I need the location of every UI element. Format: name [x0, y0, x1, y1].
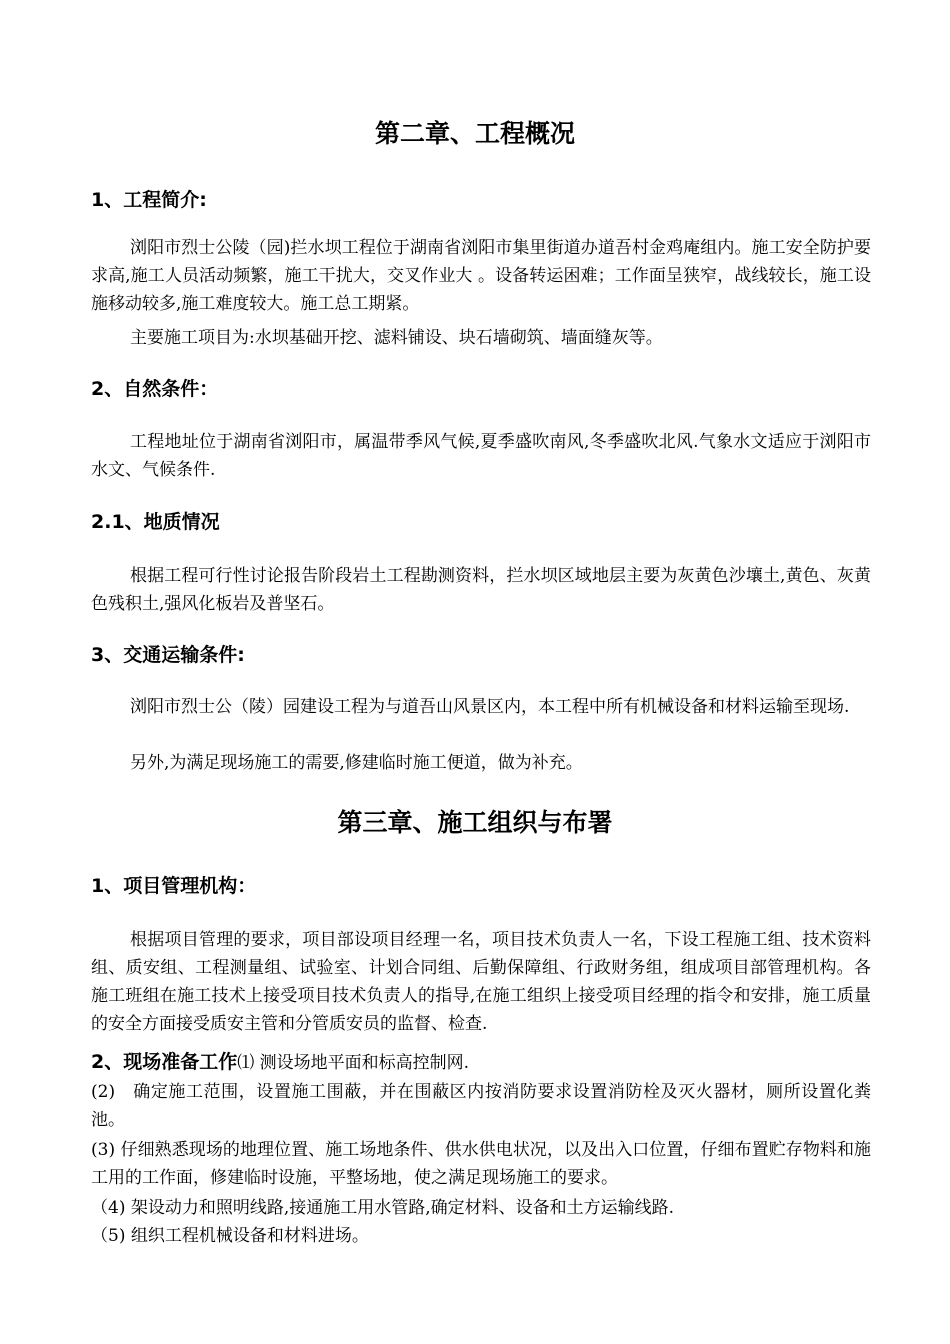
natural-conditions-paragraph: 工程地址位于湖南省浏阳市，属温带季风气候,夏季盛吹南风,冬季盛吹北风.气象水文适应于浏阳市水文、气候条件.	[91, 432, 871, 480]
section-project-intro-heading: 1、工程简介:	[91, 189, 207, 211]
transport-paragraph: 浏阳市烈士公（陵）园建设工程为与道吾山风景区内，本工程中所有机械设备和材料运输至现场.	[130, 697, 850, 717]
project-intro-paragraph: 浏阳市烈士公陵（园)拦水坝工程位于湖南省浏阳市集里街道办道吾村金鸡庵组内。施工安全防护要求高,施工人员活动频繁，施工干扰大，交叉作业大 。设备转运困难；工作面呈狭窄，战线较长，施工设施移动较多,施工难度较大。施工总工期紧。	[91, 238, 871, 314]
preparation-item-4: （4) 架设动力和照明线路,接通施工用水管路,确定材料、设备和土方运输线路.	[91, 1198, 675, 1218]
chapter-2-title: 第二章、工程概况	[374, 119, 575, 148]
preparation-item-2: (2) 确定施工范围，设置施工围蔽，并在围蔽区内按消防要求设置消防栓及灭火器材，厕所设置化粪池。	[91, 1082, 871, 1130]
chapter-3-title: 第三章、施工组织与布署	[337, 808, 613, 837]
preparation-item-5: （5) 组织工程机械设备和材料进场。	[91, 1226, 369, 1246]
section-site-preparation-heading: 2、现场准备工作	[91, 1051, 238, 1073]
section-management-heading: 1、项目管理机构：	[91, 875, 257, 897]
section-transport-heading: 3、交通运输条件:	[91, 644, 245, 666]
management-paragraph: 根据项目管理的要求，项目部设项目经理一名，项目技术负责人一名，下设工程施工组、技术资料组、质安组、工程测量组、试验室、计划合同组、后勤保障组、行政财务组，组成项目部管理机构。各施工班组在施工技术上接受项目技术负责人的指导,在施工组织上接受项目经理的指令和安排，施工质量的安全方面接受质安主管和分管质安员的监督、检查.	[91, 930, 871, 1034]
preparation-item-3: (3) 仔细熟悉现场的地理位置、施工场地条件、供水供电状况，以及出入口位置，仔细布置贮存物料和施工用的工作面，修建临时设施，平整场地，使之满足现场施工的要求。	[91, 1140, 871, 1188]
preparation-item-1: ⑴ 测设场地平面和标高控制网.	[237, 1053, 470, 1073]
section-natural-conditions-heading: 2、自然条件：	[91, 378, 219, 400]
section-geology-heading: 2.1、地质情况	[91, 511, 220, 533]
temporary-road-paragraph: 另外,为满足现场施工的需要,修建临时施工便道，做为补充。	[130, 753, 583, 773]
site-preparation-line	[91, 1048, 871, 1077]
main-items-paragraph: 主要施工项目为:水坝基础开挖、滤料铺设、块石墙砌筑、墙面缝灰等。	[130, 328, 663, 348]
geology-paragraph: 根据工程可行性讨论报告阶段岩土工程勘测资料，拦水坝区域地层主要为灰黄色沙壤土,黄色、灰黄色残积土,强风化板岩及普坚石。	[91, 566, 871, 614]
